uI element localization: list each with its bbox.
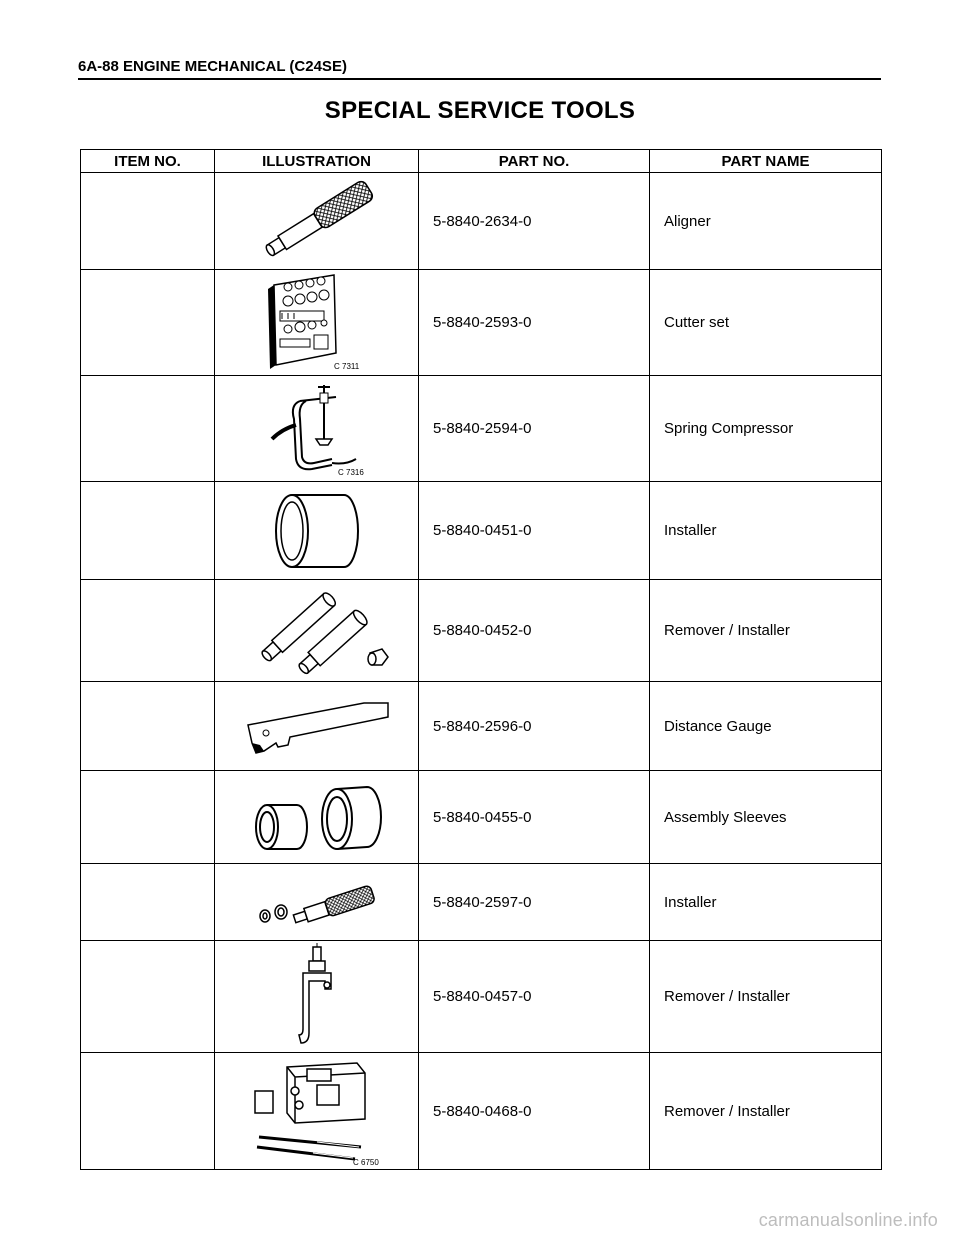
page-title: SPECIAL SERVICE TOOLS: [324, 97, 636, 124]
spring-compressor-illustration: [215, 376, 419, 482]
column-header-part-name: PART NAME: [650, 150, 882, 173]
part-no-cell: 5-8840-2593-0: [419, 270, 650, 376]
knurled-installer-illustration: [215, 864, 419, 941]
item-no-cell: [81, 771, 215, 864]
table-row: [81, 173, 882, 270]
table-header-row: [81, 150, 882, 173]
assembly-sleeves-icon: [237, 777, 397, 857]
part-name-cell: Distance Gauge: [650, 682, 882, 771]
part-no-cell: 5-8840-2634-0: [419, 173, 650, 270]
part-no-cell: 5-8840-0451-0: [419, 482, 650, 580]
table-row: [81, 771, 882, 864]
cutter-set-illustration: [215, 270, 419, 376]
part-name-cell: Remover / Installer: [650, 1053, 882, 1170]
lever-remover-illustration: [215, 941, 419, 1053]
part-name-cell: Remover / Installer: [650, 580, 882, 682]
column-header-item-no: ITEM NO.: [81, 150, 215, 173]
special-tools-table: [80, 149, 882, 1170]
part-name-cell: Spring Compressor: [650, 376, 882, 482]
aligner-tool-icon: [247, 178, 387, 264]
item-no-cell: [81, 864, 215, 941]
part-no-cell: 5-8840-2597-0: [419, 864, 650, 941]
block-remover-illustration: [215, 1053, 419, 1170]
sleeve-installer-illustration: [215, 482, 419, 580]
distance-gauge-icon: [232, 691, 402, 761]
table-row: [81, 580, 882, 682]
assembly-sleeves-illustration: [215, 771, 419, 864]
part-name-cell: Aligner: [650, 173, 882, 270]
part-name-cell: Remover / Installer: [650, 941, 882, 1053]
lever-remover-icon: [277, 943, 357, 1051]
pin-remover-icon: [232, 583, 402, 679]
cutter-set-caption: C 7311: [333, 361, 359, 371]
knurled-installer-icon: [247, 872, 387, 932]
aligner-tool-illustration: [215, 173, 419, 270]
block-remover-caption: C 6750: [352, 1158, 379, 1167]
table-row: [81, 682, 882, 771]
spring-compressor-caption: C 7316: [337, 467, 364, 477]
item-no-cell: [81, 270, 215, 376]
column-header-part-no: PART NO.: [419, 150, 650, 173]
page-header-text: 6A-88 ENGINE MECHANICAL (C24SE): [78, 58, 347, 75]
distance-gauge-illustration: [215, 682, 419, 771]
part-no-cell: 5-8840-2596-0: [419, 682, 650, 771]
column-header-illustration: ILLUSTRATION: [215, 150, 419, 173]
spring-compressor-icon: [252, 379, 382, 479]
part-no-cell: 5-8840-0457-0: [419, 941, 650, 1053]
item-no-cell: [81, 1053, 215, 1170]
cutter-set-case-icon: [252, 273, 382, 373]
table-row: [81, 376, 882, 482]
part-no-cell: 5-8840-0452-0: [419, 580, 650, 682]
part-name-cell: Installer: [650, 482, 882, 580]
table-row: [81, 864, 882, 941]
item-no-cell: [81, 173, 215, 270]
table-row: [81, 270, 882, 376]
part-no-cell: 5-8840-2594-0: [419, 376, 650, 482]
part-no-cell: 5-8840-0455-0: [419, 771, 650, 864]
page-header: [78, 58, 881, 80]
block-remover-icon: [247, 1055, 387, 1167]
table-row: [81, 941, 882, 1053]
item-no-cell: [81, 682, 215, 771]
item-no-cell: [81, 482, 215, 580]
part-name-cell: Installer: [650, 864, 882, 941]
sleeve-installer-icon: [262, 487, 372, 575]
item-no-cell: [81, 580, 215, 682]
part-name-cell: Cutter set: [650, 270, 882, 376]
pin-remover-illustration: [215, 580, 419, 682]
item-no-cell: [81, 376, 215, 482]
table-row: [81, 482, 882, 580]
part-no-cell: 5-8840-0468-0: [419, 1053, 650, 1170]
item-no-cell: [81, 941, 215, 1053]
watermark[interactable]: carmanualsonline.info: [758, 1210, 938, 1230]
table-row: [81, 1053, 882, 1170]
part-name-cell: Assembly Sleeves: [650, 771, 882, 864]
